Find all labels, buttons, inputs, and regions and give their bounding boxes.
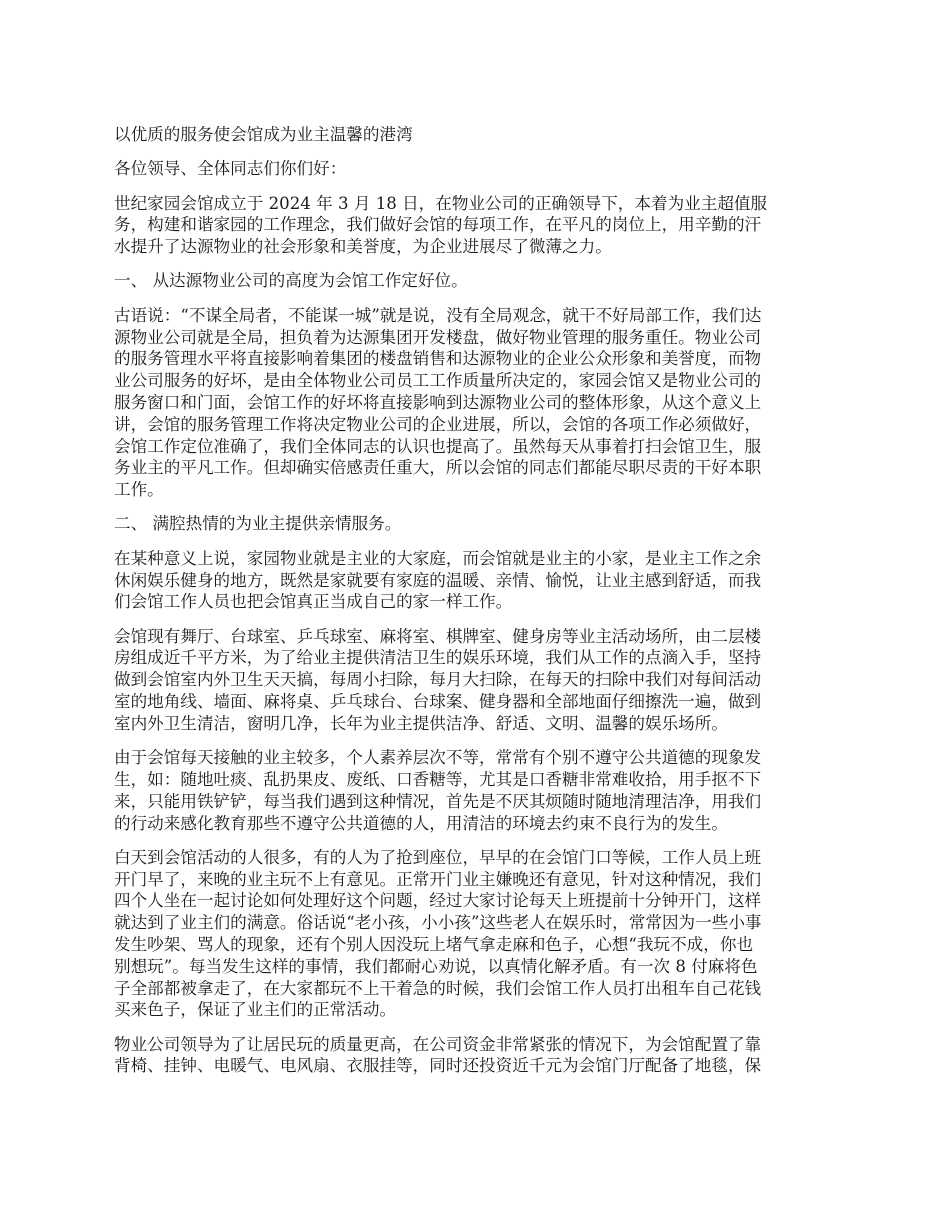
text-line: 世纪家园会馆成立于 2024 年 3 月 18 日，在物业公司的正确领导下，本着为业主超值服 [114, 193, 768, 213]
text-line: 会馆工作定位准确了，我们全体同志的认识也提高了。虽然每天从事着打扫会馆卫生，服 [114, 436, 762, 456]
text-line: 发生吵架、骂人的现象，还有个别人因没玩上堵气拿走麻和色子，心想“我玩不成，你也 [114, 935, 754, 954]
document-page [114, 124, 838, 1090]
text-line: 业公司服务的好坏，是由全体物业公司员工工作质量所决定的，家园会馆又是物业公司的 [114, 371, 762, 391]
paragraph [114, 513, 838, 535]
document-body [114, 193, 838, 1078]
text-line: 工作。 [114, 480, 164, 500]
text-line: 水提升了达源物业的社会形象和美誉度，为企业进展尽了微薄之力。 [114, 237, 612, 257]
paragraph [114, 847, 838, 1021]
text-line: 的服务管理水平将直接影响着集团的楼盘销售和达源物业的企业公众形象和美誉度，而物 [114, 349, 762, 369]
text-line: 房组成近千平方米，为了给业主提供清洁卫生的娱乐环境，我们从工作的点滴入手，坚持 [114, 648, 762, 668]
text-line: 室内外卫生清洁，窗明几净，长年为业主提供洁净、舒适、文明、温馨的娱乐场所。 [114, 713, 728, 733]
text-line: 在某种意义上说，家园物业就是主业的大家庭，而会馆就是业主的小家，是业主工作之余 [114, 548, 762, 568]
text-line: 室的地角线、墙面、麻将桌、乒乓球台、台球案、健身器和全部地面仔细擦洗一遍，做到 [114, 692, 762, 712]
paragraph [114, 270, 838, 292]
text-line: 白天到会馆活动的人很多，有的人为了抢到座位，早早的在会馆门口等候，工作人员上班 [114, 847, 762, 867]
text-line: 四个人坐在一起讨论如何处理好这个问题，经过大家讨论每天上班提前十分钟开门，这样 [114, 891, 762, 911]
text-line: 生，如：随地吐痰、乱扔果皮、废纸、口香糖等，尤其是口香糖非常难收拾，用手抠不下 [114, 769, 762, 789]
text-line: 的行动来感化教育那些不遵守公共道德的人，用清洁的环境去约束不良行为的发生。 [114, 813, 728, 833]
text-line: 讲，会馆的服务管理工作将决定物业公司的企业进展，所以，会馆的各项工作必须做好， [114, 414, 762, 434]
paragraph [114, 548, 838, 613]
paragraph [114, 747, 838, 834]
text-line: 开门早了，来晚的业主玩不上有意见。正常开门业主嫌晚还有意见，针对这种情况，我们 [114, 869, 762, 889]
text-line: 会馆现有舞厅、台球室、乒乓球室、麻将室、棋牌室、健身房等业主活动场所，由二层楼 [114, 626, 762, 646]
text-line: 二、 满腔热情的为业主提供亲情服务。 [114, 514, 402, 534]
text-line: 物业公司领导为了让居民玩的质量更高，在公司资金非常紧张的情况下，为会馆配置了靠 [114, 1034, 762, 1054]
greeting: 各位领导、全体同志们你们好： [114, 159, 347, 179]
paragraph [114, 626, 838, 735]
text-line: 背椅、挂钟、电暖气、电风扇、衣服挂等，同时还投资近千元为会馆门厅配备了地毯，保 [114, 1056, 762, 1076]
text-line: 做到会馆室内外卫生天天搞，每周小扫除，每月大扫除，在每天的扫除中我们对每间活动 [114, 670, 762, 690]
text-line: 服务窗口和门面，会馆工作的好坏将直接影响到达源物业公司的整体形象，从这个意义上 [114, 392, 762, 412]
text-line: 来，只能用铁铲铲，每当我们遇到这种情况，首先是不厌其烦随时随地清理洁净，用我们 [114, 791, 762, 811]
text-line: 休闲娱乐健身的地方，既然是家就要有家庭的温暖、亲情、愉悦，让业主感到舒适，而我 [114, 570, 762, 590]
text-line: 古语说：“不谋全局者，不能谋一城”就是说，没有全局观念，就干不好局部工作，我们达 [114, 305, 762, 325]
text-line: 别想玩”。每当发生这样的事情，我们都耐心劝说，以真情化解矛盾。有一次 8 付麻将色 [114, 956, 758, 976]
text-line: 买来色子，保证了业主们的正常活动。 [114, 1000, 397, 1020]
document-title: 以优质的服务使会馆成为业主温馨的港湾 [114, 125, 413, 144]
text-line: 源物业公司就是全局，担负着为达源集团开发楼盘，做好物业管理的服务重任。物业公司 [114, 327, 762, 347]
text-line: 务业主的平凡工作。但却确实倍感责任重大，所以会馆的同志们都能尽职尽责的干好本职 [114, 458, 762, 478]
text-line: 一、 从达源物业公司的高度为会馆工作定好位。 [114, 271, 468, 291]
text-line: 就达到了业主们的满意。俗话说“老小孩，小小孩”这些老人在娱乐时，常常因为一些小事 [114, 913, 762, 933]
text-line: 们会馆工作人员也把会馆真正当成自己的家一样工作。 [114, 592, 513, 612]
paragraph [114, 193, 838, 258]
text-line: 子全部都被拿走了，在大家都玩不上干着急的时候，我们会馆工作人员打出租车自己花钱 [114, 978, 762, 998]
paragraph [114, 1034, 838, 1078]
text-line: 务，构建和谐家园的工作理念，我们做好会馆的每项工作，在平凡的岗位上，用辛勤的汗 [114, 215, 762, 235]
paragraph [114, 305, 838, 501]
text-line: 由于会馆每天接触的业主较多，个人素养层次不等，常常有个别不遵守公共道德的现象发 [114, 748, 762, 768]
